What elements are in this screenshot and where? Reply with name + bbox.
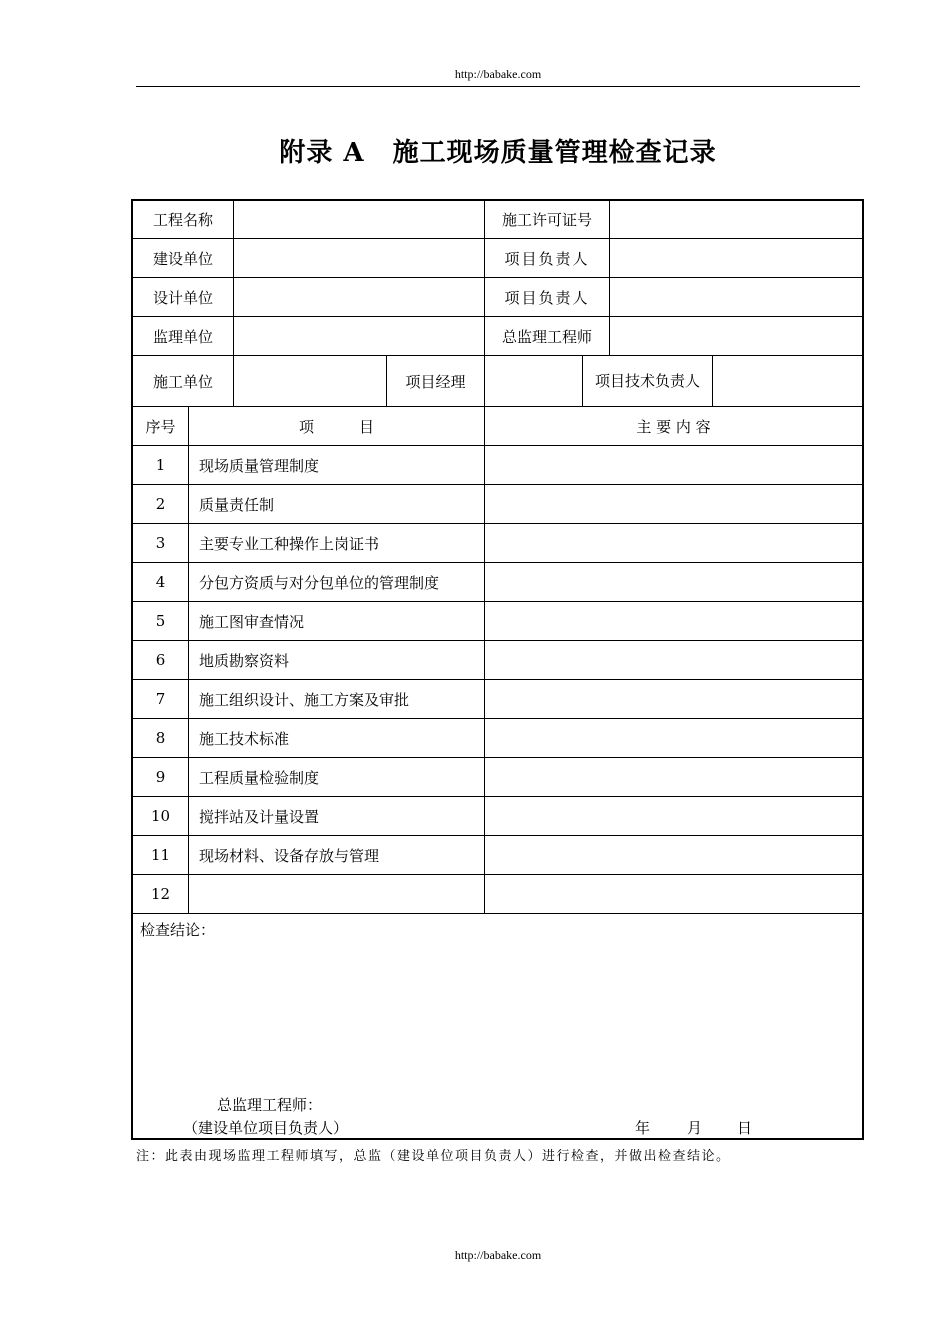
- row-item: 主要专业工种操作上岗证书: [199, 534, 380, 553]
- designer-label: 设计单位: [152, 288, 213, 307]
- col-item-header: 项 目: [298, 417, 374, 436]
- chief-supervisor-field[interactable]: [610, 317, 862, 355]
- designer-person-label: 项目负责人: [504, 288, 590, 307]
- row-no: 11: [150, 846, 171, 864]
- row-content-field[interactable]: [485, 602, 862, 640]
- row-content-field[interactable]: [485, 680, 862, 718]
- contractor-field[interactable]: [234, 356, 386, 406]
- supervisor-label: 监理单位: [152, 327, 213, 346]
- signer-alt-label: （建设单位项目负责人）: [183, 1119, 349, 1137]
- title-main: 施工现场质量管理检查记录: [392, 138, 717, 168]
- row-no: 6: [155, 651, 166, 669]
- builder-field[interactable]: [234, 239, 484, 277]
- project-name-field[interactable]: [234, 201, 484, 238]
- row-no: 4: [155, 573, 166, 591]
- header-rule: [136, 86, 860, 87]
- row-item: 现场材料、设备存放与管理: [199, 846, 380, 865]
- row-item: 地质勘察资料: [199, 651, 290, 670]
- row-content-field[interactable]: [485, 836, 862, 874]
- designer-field[interactable]: [234, 278, 484, 316]
- row-item: 工程质量检验制度: [199, 768, 320, 787]
- row-item: 现场质量管理制度: [199, 456, 320, 475]
- row-content-field[interactable]: [485, 641, 862, 679]
- row-no: 7: [155, 690, 166, 708]
- contractor-label: 施工单位: [152, 372, 213, 391]
- row-content-field[interactable]: [485, 485, 862, 523]
- tech-lead-field[interactable]: [713, 356, 862, 406]
- row-no: 8: [155, 729, 166, 747]
- manager-label: 项目经理: [405, 372, 466, 391]
- row-no: 10: [150, 807, 171, 825]
- row-item: 施工组织设计、施工方案及审批: [199, 690, 410, 709]
- row-content-field[interactable]: [485, 563, 862, 601]
- row-no: 12: [150, 885, 171, 903]
- footnote: 注：此表由现场监理工程师填写，总监（建设单位项目负责人）进行检查，并做出检查结论。: [136, 1149, 731, 1164]
- title-prefix: 附录 A: [279, 138, 365, 168]
- row-item: 施工技术标准: [199, 729, 290, 748]
- designer-person-field[interactable]: [610, 278, 862, 316]
- row-content-field[interactable]: [485, 524, 862, 562]
- signer-label: 总监理工程师：: [217, 1096, 323, 1114]
- row-content-field[interactable]: [485, 758, 862, 796]
- builder-person-label: 项目负责人: [504, 249, 590, 268]
- row-content-field[interactable]: [485, 797, 862, 835]
- date-month-label: 月: [687, 1119, 703, 1137]
- conclusion-field[interactable]: [140, 940, 855, 1090]
- col-no-header: 序号: [145, 417, 176, 436]
- row-no: 5: [155, 612, 166, 630]
- row-no: 3: [155, 534, 166, 552]
- header-url: http://babake.com: [454, 67, 542, 81]
- date-day-label: 日: [737, 1119, 753, 1137]
- supervisor-field[interactable]: [234, 317, 484, 355]
- row-no: 1: [155, 456, 166, 474]
- row-content-field[interactable]: [485, 875, 862, 913]
- row-item: 施工图审查情况: [199, 612, 305, 631]
- row-item: 分包方资质与对分包单位的管理制度: [199, 573, 440, 592]
- builder-person-field[interactable]: [610, 239, 862, 277]
- permit-field[interactable]: [610, 201, 862, 238]
- permit-label: 施工许可证号: [501, 211, 592, 229]
- chief-supervisor-label: 总监理工程师: [501, 327, 592, 346]
- row-no: 2: [155, 495, 166, 513]
- row-no: 9: [155, 768, 166, 786]
- row-item: 搅拌站及计量设置: [199, 807, 320, 826]
- row-content-field[interactable]: [485, 446, 862, 484]
- manager-field[interactable]: [485, 356, 582, 406]
- row-item: 质量责任制: [199, 495, 275, 514]
- footer-url: http://babake.com: [454, 1248, 542, 1262]
- tech-lead-label: 项目技术负责人: [594, 372, 700, 390]
- row-item[interactable]: [189, 875, 484, 913]
- date-year-label: 年: [635, 1119, 651, 1137]
- builder-label: 建设单位: [152, 249, 213, 268]
- conclusion-label: 检查结论：: [140, 921, 216, 939]
- page-title: [0, 132, 950, 169]
- row-content-field[interactable]: [485, 719, 862, 757]
- col-content-header: 主 要 内 容: [636, 417, 711, 436]
- project-name-label: 工程名称: [152, 211, 213, 229]
